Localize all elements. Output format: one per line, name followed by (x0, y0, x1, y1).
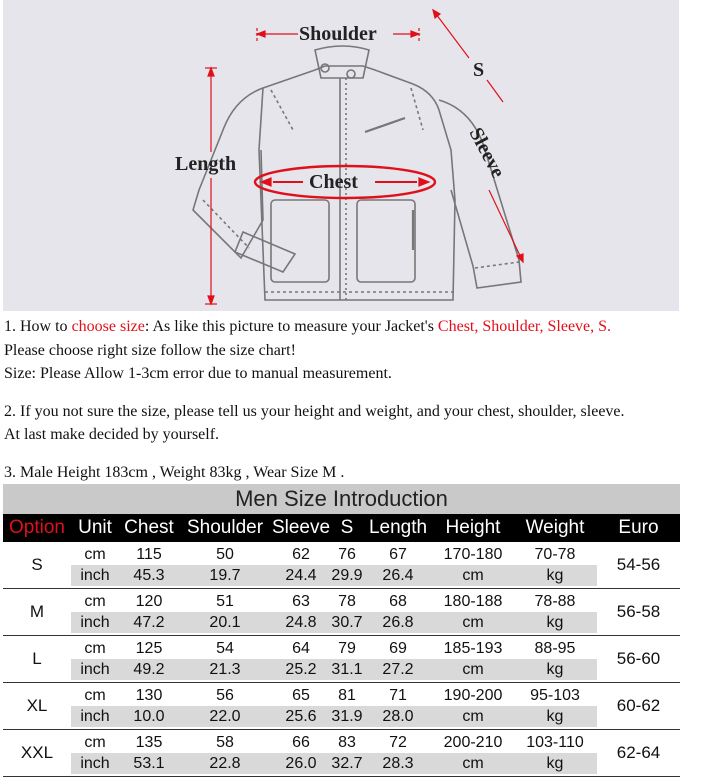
cell-height: 190-200 (443, 687, 503, 704)
size-label: M (29, 602, 45, 621)
table-header (3, 514, 680, 542)
cell-weight: 103-110 (526, 734, 584, 751)
note-1-text-a: 1. How to (4, 318, 72, 335)
cell-height: cm (462, 661, 484, 678)
cell-shoulder: 56 (216, 687, 234, 704)
size-group-s (3, 542, 680, 589)
euro-size: 56-58 (616, 602, 661, 621)
cell-weight: kg (546, 755, 564, 772)
cell-height: 200-210 (443, 734, 503, 751)
table-row-inch (71, 706, 597, 727)
cell-height: cm (462, 567, 484, 584)
cell-height: cm (462, 708, 484, 725)
cell-s: 31.9 (331, 708, 363, 725)
cell-length: 26.4 (382, 567, 414, 584)
header-sleeve: Sleeve (271, 517, 331, 538)
cell-shoulder: 22.0 (209, 708, 241, 725)
cell-unit: inch (80, 614, 110, 631)
cell-shoulder: 54 (216, 640, 234, 657)
cell-sleeve: 66 (292, 734, 310, 751)
note-1-text-c: : As like this picture to measure your Jacket's (144, 318, 438, 335)
cell-length: 28.0 (382, 708, 414, 725)
size-group-l (3, 636, 680, 683)
s-label: S (473, 59, 485, 81)
table-row-inch (71, 565, 597, 586)
cell-shoulder: 50 (216, 546, 234, 563)
cell-chest: 45.3 (133, 567, 165, 584)
note-1-choose-size: choose size (71, 318, 145, 335)
note-line-4: 2. If you not sure the size, please tell us your height and weight, and your chest, shoulder, sleeve. (4, 402, 625, 420)
cell-weight: 78-88 (534, 593, 576, 610)
table-row-inch (71, 659, 597, 680)
header-shoulder: Shoulder (186, 517, 264, 538)
cell-sleeve: 26.0 (285, 755, 317, 772)
table-row-inch (71, 753, 597, 774)
shoulder-label: Shoulder (299, 23, 377, 45)
note-line-1 (4, 315, 708, 339)
cell-length: 71 (389, 687, 407, 704)
cell-height: 180-188 (443, 593, 503, 610)
header-height: Height (445, 517, 501, 538)
cell-length: 26.8 (382, 614, 414, 631)
euro-size: 60-62 (616, 696, 661, 715)
cell-shoulder: 19.7 (209, 567, 241, 584)
cell-shoulder: 22.8 (209, 755, 241, 772)
cell-sleeve: 24.4 (285, 567, 317, 584)
cell-chest: 130 (135, 687, 163, 704)
chest-label: Chest (309, 171, 358, 193)
table-row-inch (71, 612, 597, 633)
header-euro: Euro (618, 517, 659, 538)
cell-height: 185-193 (443, 640, 503, 657)
cell-weight: kg (546, 661, 564, 678)
euro-size: 62-64 (616, 743, 661, 762)
cell-s: 29.9 (331, 567, 363, 584)
cell-chest: 47.2 (133, 614, 165, 631)
cell-s: 31.1 (331, 661, 363, 678)
header-chest: Chest (124, 517, 174, 538)
table-row-cm (71, 685, 597, 706)
table-row-cm (71, 591, 597, 612)
cell-weight: kg (546, 614, 564, 631)
note-line-5: At last make decided by yourself. (4, 426, 220, 443)
note-1-measurements: Chest, Shoulder, Sleeve, S. (437, 318, 612, 335)
cell-unit: inch (80, 661, 110, 678)
cell-height: cm (462, 614, 484, 631)
cell-sleeve: 25.2 (285, 661, 317, 678)
size-label: L (32, 649, 42, 668)
cell-length: 28.3 (382, 755, 414, 772)
cell-unit: cm (84, 734, 106, 751)
table-title: Men Size Introduction (3, 484, 680, 514)
cell-unit: inch (80, 708, 110, 725)
size-label: XL (26, 696, 48, 715)
euro-size: 56-60 (616, 649, 661, 668)
cell-s: 76 (338, 546, 356, 563)
cell-chest: 135 (135, 734, 163, 751)
cell-s: 78 (338, 593, 356, 610)
cell-shoulder: 51 (216, 593, 234, 610)
size-table (3, 484, 680, 777)
header-weight: Weight (525, 517, 585, 538)
jacket-measurement-diagram (3, 0, 679, 311)
cell-unit: cm (84, 687, 106, 704)
cell-shoulder: 58 (216, 734, 234, 751)
size-group-xxl (3, 730, 680, 777)
cell-chest: 120 (135, 593, 163, 610)
cell-length: 72 (389, 734, 407, 751)
cell-s: 32.7 (331, 755, 363, 772)
cell-weight: 88-95 (534, 640, 576, 657)
cell-length: 27.2 (382, 661, 414, 678)
header-length: Length (368, 517, 428, 538)
cell-s: 30.7 (331, 614, 363, 631)
cell-chest: 125 (135, 640, 163, 657)
cell-weight: 70-78 (534, 546, 576, 563)
header-unit: Unit (78, 517, 112, 538)
cell-height: 170-180 (443, 546, 503, 563)
note-line-3: Size: Please Allow 1-3cm error due to manual measurement. (4, 365, 392, 382)
header-s: S (340, 517, 354, 538)
cell-chest: 53.1 (133, 755, 165, 772)
cell-shoulder: 20.1 (209, 614, 241, 631)
cell-sleeve: 65 (292, 687, 310, 704)
sleeve-label: Sleeve (464, 124, 510, 182)
note-line-6: 3. Male Height 183cm , Weight 83kg , Wear Size M . (4, 463, 345, 481)
cell-sleeve: 62 (292, 546, 310, 563)
cell-unit: inch (80, 755, 110, 772)
cell-weight: 95-103 (530, 687, 580, 704)
cell-chest: 10.0 (133, 708, 165, 725)
size-group-xl (3, 683, 680, 730)
table-row-cm (71, 732, 597, 753)
table-body (3, 542, 680, 777)
note-line-2: Please choose right size follow the size chart! (4, 341, 296, 359)
cell-sleeve: 24.8 (285, 614, 317, 631)
cell-s: 83 (338, 734, 356, 751)
jacket-diagram-svg (3, 0, 679, 311)
cell-s: 79 (338, 640, 356, 657)
diagram-labels (175, 23, 509, 193)
cell-length: 69 (389, 640, 407, 657)
length-label: Length (175, 153, 237, 175)
size-label: XXL (20, 743, 54, 762)
euro-size: 54-56 (616, 555, 661, 574)
table-row-cm (71, 638, 597, 659)
size-label: S (31, 555, 43, 574)
cell-s: 81 (338, 687, 356, 704)
cell-sleeve: 64 (292, 640, 310, 657)
cell-height: cm (462, 755, 484, 772)
header-option: Option (9, 517, 65, 538)
cell-unit: inch (80, 567, 110, 584)
size-notes (4, 315, 708, 484)
size-group-m (3, 589, 680, 636)
cell-unit: cm (84, 640, 106, 657)
cell-chest: 49.2 (133, 661, 165, 678)
cell-length: 68 (389, 593, 407, 610)
cell-chest: 115 (136, 546, 162, 563)
cell-sleeve: 63 (292, 593, 310, 610)
cell-weight: kg (546, 567, 564, 584)
cell-weight: kg (546, 708, 564, 725)
cell-length: 67 (389, 546, 407, 563)
table-row-cm (71, 544, 597, 565)
cell-unit: cm (84, 593, 106, 610)
cell-shoulder: 21.3 (209, 661, 241, 678)
cell-unit: cm (84, 546, 106, 563)
cell-sleeve: 25.6 (285, 708, 317, 725)
